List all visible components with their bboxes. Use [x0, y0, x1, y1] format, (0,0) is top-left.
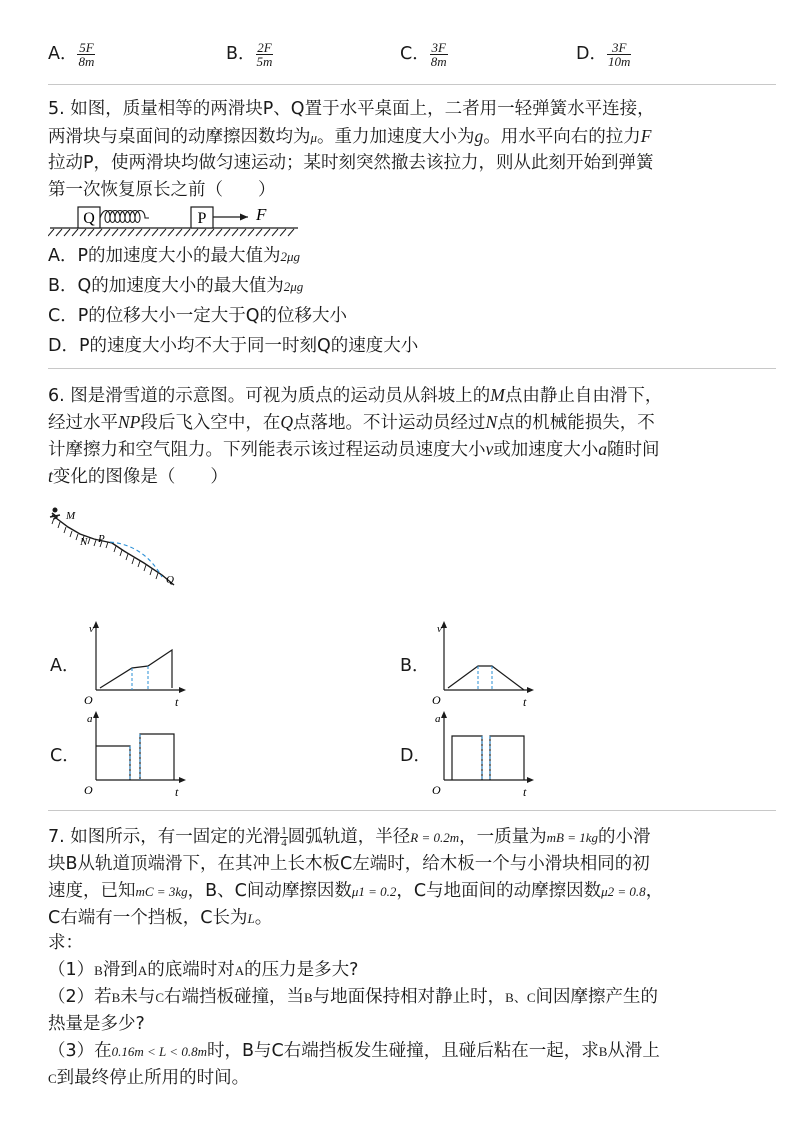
force-label: F [256, 205, 267, 224]
point-m-label: M [66, 510, 76, 522]
graph-d-x-label: t [523, 785, 527, 799]
graph-c-letter: C． [50, 746, 80, 766]
graph-b-letter: B． [400, 656, 430, 676]
graph-b-x-label: t [523, 695, 527, 709]
graph-a-y-label: v [89, 623, 94, 635]
point-q-label: Q [166, 574, 174, 586]
spring [100, 211, 149, 223]
graph-b [428, 618, 538, 710]
q6-line3: 计摩擦力和空气阻力。下列能表示该过程运动员速度大小v或加速度大小a随时间 [48, 439, 660, 460]
graph-a-x-label: t [175, 695, 179, 709]
q7-line4: C右端有一个挡板，C长为L。 [48, 908, 273, 928]
q5-line4: 第一次恢复原长之前（ ） [48, 180, 276, 200]
divider [48, 368, 776, 369]
q7-line1: 7. 如图所示，有一固定的光滑 $\frac{1}{4}$ 圆弧轨道，半径R = 0.2m，一质量为mB = 1kg的小滑 [48, 824, 651, 849]
q7-line2: 块B从轨道顶端滑下，在其冲上长木板C左端时，给木板一个与小滑块相同的初 [48, 854, 650, 874]
q6-line4: t变化的图像是（ ） [48, 466, 228, 487]
q5-spring-figure [48, 202, 308, 238]
q4-option-a: A． $\frac{5F}{8m}$ [48, 39, 95, 69]
graph-d-letter: D． [400, 746, 431, 766]
block-p-label: P [197, 210, 207, 227]
block-q-label: Q [83, 210, 95, 227]
graph-a-letter: A． [50, 656, 80, 676]
q5-line1: 5. 如图，质量相等的两滑块P、Q置于水平桌面上，二者用一轻弹簧水平连接， [48, 99, 655, 119]
graph-a [80, 618, 190, 710]
q5-choice-c: C．P的位移大小一定大于Q的位移大小 [48, 306, 348, 326]
divider [48, 84, 776, 85]
q5-line2: 两滑块与桌面间的动摩擦因数均为μ。重力加速度大小为g。用水平向右的拉力F [48, 126, 652, 147]
point-p-label: P [98, 533, 105, 545]
point-n-label: N [80, 536, 88, 548]
q7-sub2: （2）若B未与C右端挡板碰撞，当B与地面保持相对静止时，B、C间因摩擦产生的 [48, 987, 658, 1007]
q7-sub3: （3）在0.16m < L < 0.8m时，B与C右端挡板发生碰撞，且碰后粘在一起，求B从滑上 [48, 1041, 660, 1061]
graph-b-y-label: v [437, 623, 442, 635]
q7-line3: 速度，已知mC = 3kg，B、C间动摩擦因数μ1 = 0.2，C与地面间的动摩擦因数μ2 = 0.8， [48, 881, 664, 901]
q5-choice-d: D．P的速度大小均不大于同一时刻Q的速度大小 [48, 336, 419, 356]
graph-d-y-label: a [435, 713, 441, 725]
graph-c-origin: O [84, 783, 93, 797]
q4-option-d: D． $\frac{3F}{10m}$ [576, 39, 631, 69]
graph-b-origin: O [432, 693, 441, 707]
landing-slope-line [112, 543, 174, 585]
q6-line1: 6. 图是滑雪道的示意图。可视为质点的运动员从斜坡上的M点由静止自由滑下， [48, 385, 663, 406]
arrow-head-icon [240, 214, 248, 221]
graph-c [80, 708, 190, 800]
graph-c-y-label: a [87, 713, 93, 725]
q5-choice-b: B．Q的加速度大小的最大值为2μg [48, 276, 304, 296]
q6-line2: 经过水平NP段后飞入空中，在Q点落地。不计运动员经过N点的机械能损失，不 [48, 412, 655, 433]
q7-sub1: （1）B滑到A的底端时对A的压力是多大? [48, 960, 359, 980]
graph-d [428, 708, 538, 800]
graph-c-x-label: t [175, 785, 179, 799]
q4-option-b: B． $\frac{2F}{5m}$ [226, 39, 273, 69]
q7-line5: 求： [48, 933, 83, 953]
q5-choice-a: A．P的加速度大小的最大值为2μg [48, 246, 301, 266]
q4-option-c: C． $\frac{3F}{8m}$ [400, 39, 447, 69]
q5-line3: 拉动P，使两滑块均做匀速运动；某时刻突然撤去该拉力，则从此刻开始到弹簧 [48, 153, 654, 173]
q7-sub3-cont: C到最终停止所用的时间。 [48, 1068, 250, 1088]
q7-sub2-cont: 热量是多少? [48, 1014, 145, 1034]
graph-d-origin: O [432, 783, 441, 797]
divider [48, 810, 776, 811]
ski-slope-figure [44, 505, 194, 597]
graph-a-origin: O [84, 693, 93, 707]
